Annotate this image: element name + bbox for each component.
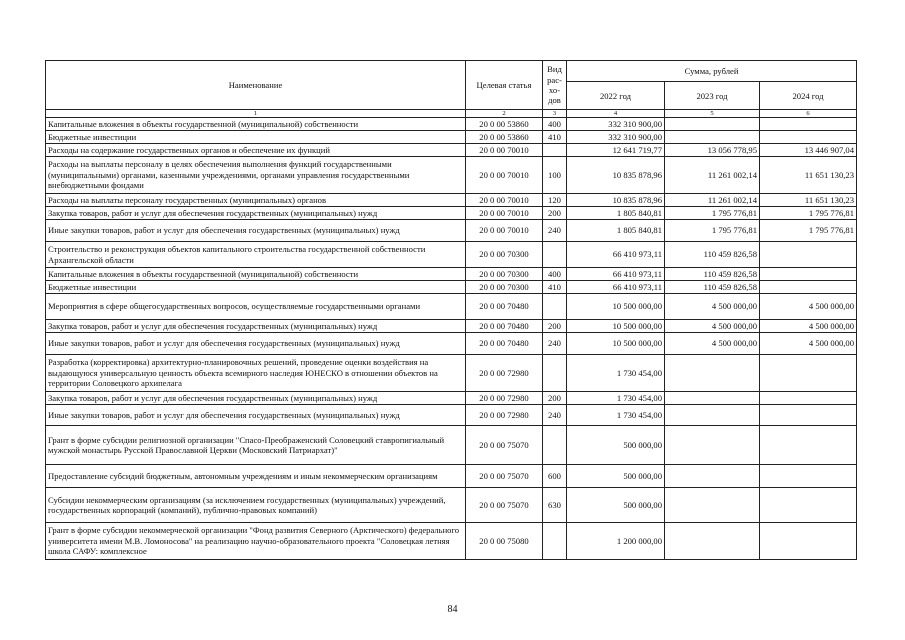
- row-sum-2022: 1 200 000,00: [567, 523, 665, 560]
- row-name: Капитальные вложения в объекты государственной (муниципальной) собственности: [46, 118, 466, 131]
- column-number: 2: [466, 110, 543, 118]
- row-sum-2024: [760, 281, 857, 294]
- row-sum-2022: 1 730 454,00: [567, 405, 665, 426]
- row-target-code: 20 0 00 75070: [466, 426, 543, 465]
- row-sum-2024: [760, 465, 857, 488]
- row-name: Иные закупки товаров, работ и услуг для обеспечения государственных (муниципальных) нужд: [46, 333, 466, 355]
- table-row: [46, 426, 857, 465]
- row-sum-2023: [665, 118, 760, 131]
- column-number: 1: [46, 110, 466, 118]
- row-expense-kind: [543, 355, 567, 392]
- row-name: Расходы на выплаты персоналу в целях обеспечения выполнения функций государственными (муниципальными) органами, казенными учреждениями, органами управления государственными внебюджетными фондами: [46, 157, 466, 194]
- table-row: [46, 294, 857, 320]
- row-sum-2023: [665, 426, 760, 465]
- row-name: Субсидии некоммерческим организациям (за исключением государственных (муниципальных) учреждений, государственных корпораций (компаний), публично-правовых компаний): [46, 488, 466, 523]
- column-number: 6: [760, 110, 857, 118]
- header-year-2022: 2022 год: [567, 82, 665, 110]
- row-sum-2023: 110 459 826,58: [665, 242, 760, 268]
- table-row: [46, 220, 857, 242]
- table-row: [46, 242, 857, 268]
- row-expense-kind: 400: [543, 118, 567, 131]
- row-expense-kind: 240: [543, 220, 567, 242]
- row-name: Предоставление субсидий бюджетным, автономным учреждениям и иным некоммерческим организациям: [46, 465, 466, 488]
- header-target-article: Целевая статья: [466, 61, 543, 110]
- row-sum-2023: 1 795 776,81: [665, 220, 760, 242]
- table-header-row: [46, 61, 857, 82]
- row-sum-2022: 12 641 719,77: [567, 144, 665, 157]
- row-sum-2023: 4 500 000,00: [665, 320, 760, 333]
- row-expense-kind: 240: [543, 405, 567, 426]
- row-sum-2024: [760, 405, 857, 426]
- row-sum-2023: [665, 405, 760, 426]
- row-sum-2024: [760, 523, 857, 560]
- table-row: [46, 405, 857, 426]
- row-name: Расходы на содержание государственных органов и обеспечение их функций: [46, 144, 466, 157]
- table-row: [46, 157, 857, 194]
- table-row: [46, 207, 857, 220]
- row-sum-2022: 1 730 454,00: [567, 392, 665, 405]
- row-sum-2024: [760, 392, 857, 405]
- row-name: Капитальные вложения в объекты государственной (муниципальной) собственности: [46, 268, 466, 281]
- row-sum-2023: [665, 465, 760, 488]
- table-row: [46, 355, 857, 392]
- row-sum-2022: 66 410 973,11: [567, 268, 665, 281]
- table-row: [46, 118, 857, 131]
- row-target-code: 20 0 00 75070: [466, 465, 543, 488]
- row-sum-2022: 1 730 454,00: [567, 355, 665, 392]
- row-expense-kind: 410: [543, 131, 567, 144]
- row-name: Иные закупки товаров, работ и услуг для обеспечения государственных (муниципальных) нужд: [46, 220, 466, 242]
- row-sum-2024: 1 795 776,81: [760, 207, 857, 220]
- row-sum-2024: [760, 242, 857, 268]
- row-sum-2022: 500 000,00: [567, 426, 665, 465]
- page-number: 84: [447, 604, 458, 615]
- table-row: [46, 488, 857, 523]
- row-sum-2022: 332 310 900,00: [567, 118, 665, 131]
- row-target-code: 20 0 00 70480: [466, 333, 543, 355]
- row-sum-2022: 1 805 840,81: [567, 207, 665, 220]
- row-sum-2024: 4 500 000,00: [760, 320, 857, 333]
- row-sum-2022: 10 835 878,96: [567, 194, 665, 207]
- row-target-code: 20 0 00 70010: [466, 194, 543, 207]
- row-sum-2024: 4 500 000,00: [760, 333, 857, 355]
- row-expense-kind: [543, 242, 567, 268]
- row-name: Расходы на выплаты персоналу государственных (муниципальных) органов: [46, 194, 466, 207]
- table-row: [46, 144, 857, 157]
- row-target-code: 20 0 00 72980: [466, 392, 543, 405]
- row-name: Иные закупки товаров, работ и услуг для обеспечения государственных (муниципальных) нужд: [46, 405, 466, 426]
- header-year-2024: 2024 год: [760, 82, 857, 110]
- row-expense-kind: 600: [543, 465, 567, 488]
- row-name: Грант в форме субсидии некоммерческой организации "Фонд развития Северного (Арктического) федерального университета имени М.В. Ломоносова" на реализацию научно-образовательного проекта "Соловецкая летняя школа САФУ: комплексное: [46, 523, 466, 560]
- row-expense-kind: 200: [543, 392, 567, 405]
- row-expense-kind: 400: [543, 268, 567, 281]
- row-sum-2022: 10 835 878,96: [567, 157, 665, 194]
- row-target-code: 20 0 00 70480: [466, 294, 543, 320]
- row-target-code: 20 0 00 70300: [466, 281, 543, 294]
- row-sum-2022: 500 000,00: [567, 465, 665, 488]
- row-sum-2023: [665, 131, 760, 144]
- row-expense-kind: 200: [543, 320, 567, 333]
- row-expense-kind: [543, 523, 567, 560]
- row-target-code: 20 0 00 70010: [466, 144, 543, 157]
- row-sum-2024: [760, 118, 857, 131]
- row-name: Закупка товаров, работ и услуг для обеспечения государственных (муниципальных) нужд: [46, 320, 466, 333]
- table-row: [46, 333, 857, 355]
- row-sum-2023: [665, 523, 760, 560]
- row-sum-2023: [665, 392, 760, 405]
- column-number-row: [46, 110, 857, 118]
- header-year-2023: 2023 год: [665, 82, 760, 110]
- table-row: [46, 465, 857, 488]
- row-sum-2022: 332 310 900,00: [567, 131, 665, 144]
- row-sum-2024: [760, 488, 857, 523]
- row-sum-2022: 500 000,00: [567, 488, 665, 523]
- row-sum-2023: 1 795 776,81: [665, 207, 760, 220]
- row-sum-2022: 10 500 000,00: [567, 320, 665, 333]
- row-target-code: 20 0 00 53860: [466, 131, 543, 144]
- row-sum-2023: 11 261 002,14: [665, 157, 760, 194]
- row-expense-kind: [543, 294, 567, 320]
- row-target-code: 20 0 00 72980: [466, 355, 543, 392]
- row-sum-2024: 4 500 000,00: [760, 294, 857, 320]
- header-name: Наименование: [46, 61, 466, 110]
- header-sum: Сумма, рублей: [567, 61, 857, 82]
- table-row: [46, 392, 857, 405]
- table-row: [46, 268, 857, 281]
- row-sum-2024: [760, 355, 857, 392]
- table-row: [46, 194, 857, 207]
- row-sum-2022: 1 805 840,81: [567, 220, 665, 242]
- row-sum-2022: 10 500 000,00: [567, 294, 665, 320]
- budget-table: [45, 60, 857, 560]
- row-sum-2024: 1 795 776,81: [760, 220, 857, 242]
- row-sum-2024: [760, 268, 857, 281]
- row-expense-kind: 120: [543, 194, 567, 207]
- table-row: [46, 523, 857, 560]
- row-sum-2022: 66 410 973,11: [567, 281, 665, 294]
- row-name: Бюджетные инвестиции: [46, 281, 466, 294]
- row-target-code: 20 0 00 53860: [466, 118, 543, 131]
- row-sum-2024: 13 446 907,04: [760, 144, 857, 157]
- row-expense-kind: 410: [543, 281, 567, 294]
- row-target-code: 20 0 00 75070: [466, 488, 543, 523]
- row-sum-2023: 110 459 826,58: [665, 268, 760, 281]
- row-name: Закупка товаров, работ и услуг для обеспечения государственных (муниципальных) нужд: [46, 392, 466, 405]
- row-target-code: 20 0 00 75080: [466, 523, 543, 560]
- row-sum-2023: 11 261 002,14: [665, 194, 760, 207]
- row-target-code: 20 0 00 70300: [466, 242, 543, 268]
- table-row: [46, 320, 857, 333]
- row-target-code: 20 0 00 72980: [466, 405, 543, 426]
- row-sum-2023: 4 500 000,00: [665, 294, 760, 320]
- table-row: [46, 131, 857, 144]
- column-number: 4: [567, 110, 665, 118]
- row-name: Грант в форме субсидии религиозной организации "Спасо-Преображенский Соловецкий ставропигиальный мужской монастырь Русской Православной Церкви (Московский Патриархат)": [46, 426, 466, 465]
- row-sum-2023: 13 056 778,95: [665, 144, 760, 157]
- row-sum-2023: [665, 488, 760, 523]
- row-sum-2023: [665, 355, 760, 392]
- row-sum-2024: [760, 426, 857, 465]
- row-expense-kind: 240: [543, 333, 567, 355]
- header-expense-kind: Вид рас-хо-дов: [543, 61, 567, 110]
- row-target-code: 20 0 00 70010: [466, 207, 543, 220]
- row-expense-kind: [543, 144, 567, 157]
- row-sum-2022: 10 500 000,00: [567, 333, 665, 355]
- row-sum-2022: 66 410 973,11: [567, 242, 665, 268]
- column-number: 5: [665, 110, 760, 118]
- row-name: Строительство и реконструкция объектов капитального строительства государственной собственности Архангельской области: [46, 242, 466, 268]
- row-sum-2024: 11 651 130,23: [760, 157, 857, 194]
- column-number: 3: [543, 110, 567, 118]
- table-row: [46, 281, 857, 294]
- row-name: Мероприятия в сфере общегосударственных вопросов, осуществляемые государственными органами: [46, 294, 466, 320]
- row-name: Бюджетные инвестиции: [46, 131, 466, 144]
- row-sum-2023: 110 459 826,58: [665, 281, 760, 294]
- row-expense-kind: 630: [543, 488, 567, 523]
- row-sum-2024: [760, 131, 857, 144]
- row-target-code: 20 0 00 70010: [466, 157, 543, 194]
- row-expense-kind: 100: [543, 157, 567, 194]
- row-target-code: 20 0 00 70010: [466, 220, 543, 242]
- row-target-code: 20 0 00 70300: [466, 268, 543, 281]
- row-name: Закупка товаров, работ и услуг для обеспечения государственных (муниципальных) нужд: [46, 207, 466, 220]
- row-name: Разработка (корректировка) архитектурно-планировочных решений, проведение оценки воздействия на выдающуюся универсальную ценность объекта всемирного наследия ЮНЕСКО в отношении объектов на территории Соловецкого архипелага: [46, 355, 466, 392]
- row-expense-kind: 200: [543, 207, 567, 220]
- row-sum-2023: 4 500 000,00: [665, 333, 760, 355]
- row-sum-2024: 11 651 130,23: [760, 194, 857, 207]
- row-target-code: 20 0 00 70480: [466, 320, 543, 333]
- row-expense-kind: [543, 426, 567, 465]
